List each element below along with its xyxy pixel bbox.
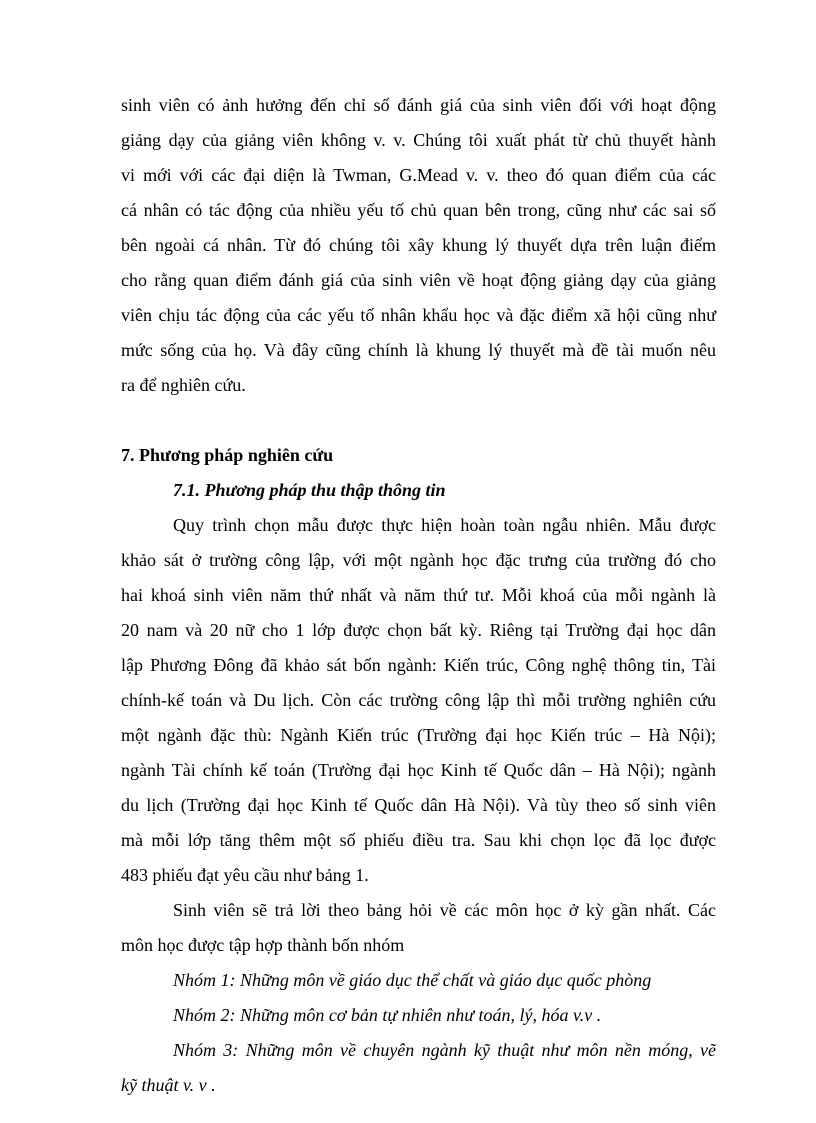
group-item: Nhóm 3: Những môn về chuyên ngành kỹ thuật như môn nền móng, vẽ <box>173 1040 716 1060</box>
paragraph-line: vi mới với các đại diện là Twman, G.Mead v. v. theo đó quan điểm của các <box>121 165 716 185</box>
paragraph-line: Quy trình chọn mẫu được thực hiện hoàn toàn ngẫu nhiên. Mẫu được <box>173 515 716 535</box>
paragraph-line: ra để nghiên cứu. <box>121 375 246 395</box>
paragraph-line: sinh viên có ảnh hưởng đến chỉ số đánh giá của sinh viên đối với hoạt động <box>121 95 716 115</box>
paragraph-line: chính-kế toán và Du lịch. Còn các trường công lập thì mỗi trường nghiên cứu <box>121 690 716 710</box>
group-item: Nhóm 1: Những môn về giáo dục thể chất và giáo dục quốc phòng <box>173 970 652 990</box>
paragraph-line: bên ngoài cá nhân. Từ đó chúng tôi xây khung lý thuyết dựa trên luận điểm <box>121 235 716 255</box>
paragraph-line: mức sống của họ. Và đây cũng chính là khung lý thuyết mà đề tài muốn nêu <box>121 340 716 360</box>
paragraph-line: cho rằng quan điểm đánh giá của sinh viên về hoạt động giảng dạy của giảng <box>121 270 716 290</box>
paragraph-line: lập Phương Đông đã khảo sát bốn ngành: Kiến trúc, Công nghệ thông tin, Tài <box>121 655 716 675</box>
paragraph-line: môn học được tập hợp thành bốn nhóm <box>121 935 405 955</box>
paragraph-line: ngành Tài chính kế toán (Trường đại học Kinh tế Quốc dân – Hà Nội); ngành <box>121 760 716 780</box>
subsection-heading: 7.1. Phương pháp thu thập thông tin <box>173 480 446 500</box>
paragraph-line: cá nhân có tác động của nhiều yếu tố chủ quan bên trong, cũng như các sai số <box>121 200 716 220</box>
paragraph-line: hai khoá sinh viên năm thứ nhất và năm thứ tư. Mỗi khoá của mỗi ngành là <box>121 585 716 605</box>
paragraph-line: một ngành đặc thù: Ngành Kiến trúc (Trường đại học Kiến trúc – Hà Nội); <box>121 725 716 745</box>
paragraph-line: Sinh viên sẽ trả lời theo bảng hỏi về các môn học ở kỳ gần nhất. Các <box>173 900 716 920</box>
paragraph-line: 20 nam và 20 nữ cho 1 lớp được chọn bất kỳ. Riêng tại Trường đại học dân <box>121 620 716 640</box>
paragraph-line: 483 phiếu đạt yêu cầu như bảng 1. <box>121 865 369 885</box>
paragraph-line: giảng dạy của giảng viên không v. v. Chúng tôi xuất phát từ chủ thuyết hành <box>121 130 716 150</box>
paragraph-line: mà mỗi lớp tăng thêm một số phiếu điều tra. Sau khi chọn lọc đã lọc được <box>121 830 716 850</box>
paragraph-line: viên chịu tác động của các yếu tố nhân khẩu học và đặc điểm xã hội cũng như <box>121 305 716 325</box>
paragraph-line: du lịch (Trường đại học Kinh tế Quốc dân Hà Nội). Và tùy theo số sinh viên <box>121 795 716 815</box>
section-heading: 7. Phương pháp nghiên cứu <box>121 445 334 465</box>
group-item: Nhóm 2: Những môn cơ bản tự nhiên như toán, lý, hóa v.v . <box>173 1005 602 1025</box>
group-item-continuation: kỹ thuật v. v . <box>121 1075 216 1095</box>
paragraph-line: khảo sát ở trường công lập, với một ngành học đặc trưng của trường đó cho <box>121 550 716 570</box>
